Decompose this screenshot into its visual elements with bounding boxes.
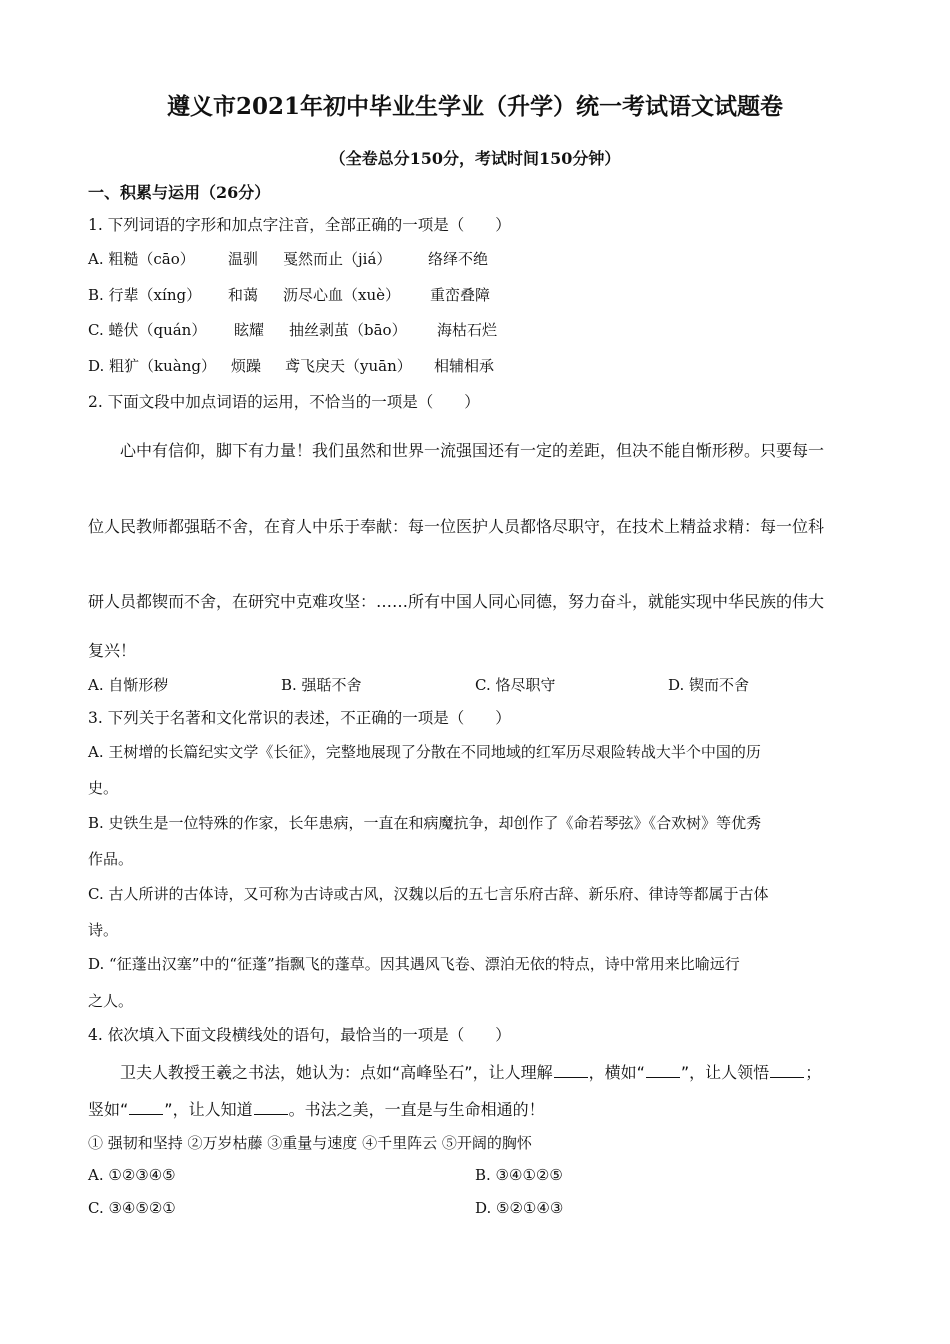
passage-text: 。书法之美，一直是与生命相通的！ — [288, 1100, 545, 1119]
option-b-line: 作品。 — [88, 850, 134, 868]
question-2-stem: 2. 下面文段中加点词语的运用，不恰当的一项是（ ） — [88, 393, 480, 411]
passage-line: 位人民教师都强聒不舍，在育人中乐于奉献：每一位医护人员都恪尽职守，在技术上精益求精：每一位科 — [88, 517, 825, 536]
passage-text: ”，让人知道 — [164, 1100, 253, 1119]
option-word: 温驯 — [228, 250, 259, 268]
option-word: 鸢飞戾天（yuān） — [285, 357, 412, 375]
option-a: A. ①②③④⑤ — [88, 1166, 176, 1184]
section-heading: 一、积累与运用（26分） — [88, 183, 271, 202]
option-c: C. ③④⑤②① — [88, 1199, 176, 1217]
question-1-stem: 1. 下列词语的字形和加点字注音，全部正确的一项是（ ） — [88, 216, 511, 234]
option-b: B. 强聒不舍 — [281, 676, 362, 694]
option-a-line: A. 王树增的长篇纪实文学《长征》，完整地展现了分散在不同地域的红军历尽艰险转战大半个中国的历 — [88, 743, 761, 761]
fill-blank — [646, 1063, 680, 1078]
option-word: 戛然而止（jiá） — [283, 250, 392, 268]
option-a: A. 自惭形秽 — [88, 676, 169, 694]
option-word: 烦躁 — [231, 357, 262, 375]
passage-line — [120, 1060, 821, 1083]
option-word: 抽丝剥茧（bāo） — [289, 321, 407, 339]
passage-text: ，横如“ — [588, 1063, 645, 1082]
option-word: 沥尽心血（xuè） — [283, 286, 400, 304]
option-d: D. 锲而不舍 — [668, 676, 750, 694]
option-a-line: 史。 — [88, 779, 119, 797]
passage-text: 卫夫人教授王羲之书法，她认为：点如“高峰坠石”，让人理解 — [120, 1063, 553, 1082]
question-3-stem: 3. 下列关于名著和文化常识的表述，不正确的一项是（ ） — [88, 709, 511, 727]
fill-blank — [770, 1063, 804, 1078]
option-c-line: 诗。 — [88, 921, 119, 939]
passage-text: ； — [805, 1063, 822, 1082]
passage-line: 复兴！ — [88, 641, 137, 660]
option-c-line: C. 古人所讲的古体诗，又可称为古诗或古风，汉魏以后的五七言乐府古辞、新乐府、律诗等都属于古体 — [88, 885, 769, 903]
option-word: 海枯石烂 — [437, 321, 498, 339]
passage-text: ”，让人领悟 — [680, 1063, 770, 1082]
option-b: B. ③④①②⑤ — [475, 1166, 563, 1184]
option-word: B. 行辈（xíng） — [88, 286, 202, 304]
fill-blank — [254, 1100, 288, 1115]
option-word: 重峦叠障 — [430, 286, 491, 304]
passage-line: 心中有信仰，脚下有力量！我们虽然和世界一流强国还有一定的差距，但决不能自惭形秽。只要每一 — [120, 441, 825, 460]
fill-blank — [129, 1100, 163, 1115]
option-word: 和蔼 — [228, 286, 259, 304]
option-word: A. 粗糙（cāo） — [88, 250, 195, 268]
option-word: 络绎不绝 — [428, 250, 489, 268]
option-b-line: B. 史铁生是一位特殊的作家，长年患病，一直在和病魔抗争，却创作了《命若琴弦》《合欢树》等优秀 — [88, 814, 762, 832]
option-word: C. 蜷伏（quán） — [88, 321, 207, 339]
passage-text: 竖如“ — [88, 1100, 129, 1119]
passage-line: 研人员都锲而不舍，在研究中克难攻坚：……所有中国人同心同德，努力奋斗，就能实现中华民族的伟大 — [88, 592, 825, 611]
option-word: 眩耀 — [234, 321, 265, 339]
option-d-line: D. “征蓬出汉塞”中的“征蓬”指飘飞的蓬草。因其遇风飞卷、漂泊无依的特点，诗中常用来比喻远行 — [88, 955, 740, 973]
option-d: D. ⑤②①④③ — [475, 1199, 564, 1217]
passage-line — [88, 1097, 545, 1120]
option-d-line: 之人。 — [88, 992, 134, 1010]
option-word: 相辅相承 — [434, 357, 495, 375]
fill-blank — [554, 1063, 588, 1078]
page-title: 遵义市2021年初中毕业生学业（升学）统一考试语文试题卷 — [166, 93, 783, 120]
exam-info: （全卷总分150分，考试时间150分钟） — [329, 149, 621, 168]
question-4-stem: 4. 依次填入下面文段横线处的语句，最恰当的一项是（ ） — [88, 1026, 511, 1044]
answer-choices: ① 强韧和坚持 ②万岁枯藤 ③重量与速度 ④千里阵云 ⑤开阔的胸怀 — [88, 1134, 532, 1152]
option-c: C. 恪尽职守 — [475, 676, 556, 694]
option-word: D. 粗犷（kuàng） — [88, 357, 216, 375]
